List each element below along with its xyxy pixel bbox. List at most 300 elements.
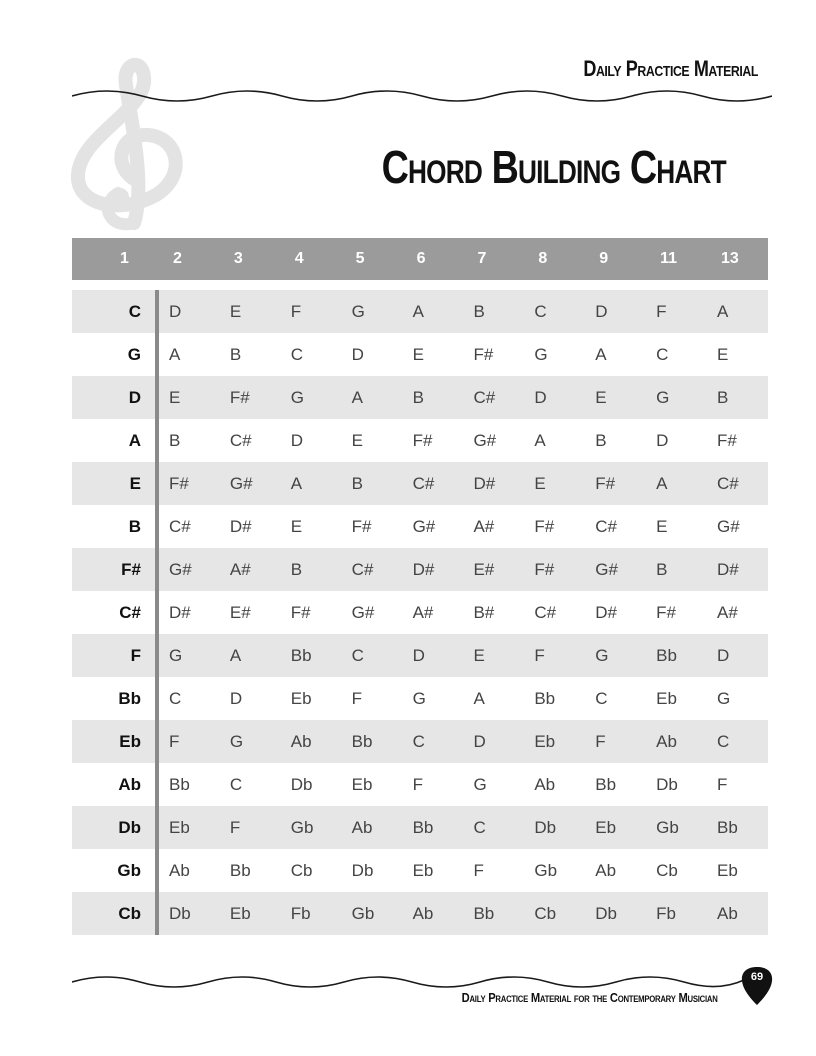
note-cell [707, 849, 768, 892]
note-cell [707, 892, 768, 935]
note-label: G# [169, 559, 192, 579]
column-header-6 [403, 238, 464, 290]
root-note-cell: Db [72, 806, 159, 849]
table-row [72, 505, 768, 548]
footer-text: Daily Practice Material for the Contemporary Musician [462, 990, 718, 1005]
note-cell [403, 892, 464, 935]
note-label: C [717, 731, 730, 751]
note-cell [220, 892, 281, 935]
note-cell [646, 763, 707, 806]
note-label: C# [169, 516, 191, 536]
note-cell [585, 505, 646, 548]
note-cell [585, 333, 646, 376]
note-cell [403, 849, 464, 892]
note-cell [159, 591, 220, 634]
note-label: A [169, 344, 181, 364]
column-header-3 [220, 238, 281, 290]
note-cell [463, 763, 524, 806]
note-cell [220, 677, 281, 720]
note-label: Eb [169, 817, 190, 837]
table-row [72, 634, 768, 677]
note-cell [646, 290, 707, 333]
note-label: A [595, 344, 607, 364]
root-note-cell: Cb [72, 892, 159, 935]
note-cell [524, 548, 585, 591]
column-header-13 [707, 238, 768, 290]
note-cell [159, 677, 220, 720]
column-header-8 [524, 238, 585, 290]
note-label: C [534, 301, 547, 321]
note-label: D# [229, 516, 252, 536]
note-label: D# [169, 602, 191, 622]
note-label: E [717, 344, 729, 364]
note-label: G# [473, 430, 497, 450]
note-label: D [169, 301, 182, 321]
root-note-cell: Ab [72, 763, 159, 806]
note-cell [220, 720, 281, 763]
note-label: B [351, 473, 364, 493]
note-cell [403, 677, 464, 720]
note-label: D# [473, 473, 496, 493]
note-cell [707, 634, 768, 677]
note-cell [281, 763, 342, 806]
note-label: G# [351, 602, 375, 622]
note-cell [707, 505, 768, 548]
note-label: E# [229, 602, 251, 622]
note-cell [707, 548, 768, 591]
note-cell [524, 806, 585, 849]
note-cell [463, 376, 524, 419]
note-cell [403, 505, 464, 548]
note-label: Eb [229, 903, 251, 923]
note-cell [220, 462, 281, 505]
note-cell [524, 290, 585, 333]
note-label: Bb [534, 688, 556, 708]
note-label: F [169, 731, 180, 751]
note-label: G [656, 387, 670, 407]
note-label: C [290, 344, 304, 364]
note-label: Db [169, 903, 191, 923]
column-header-label: 5 [355, 250, 365, 267]
note-label: Db [595, 903, 617, 923]
note-cell [585, 763, 646, 806]
note-label: Ab [412, 903, 434, 923]
note-label: B [412, 387, 424, 407]
note-label: A [290, 473, 303, 493]
note-cell [585, 376, 646, 419]
note-label: D [534, 387, 547, 407]
column-header-2 [159, 238, 220, 290]
note-label: G# [717, 516, 740, 536]
note-cell [281, 892, 342, 935]
note-cell [524, 677, 585, 720]
table-row [72, 806, 768, 849]
note-label: Gb [351, 903, 375, 923]
note-cell [281, 419, 342, 462]
note-cell [646, 505, 707, 548]
table-row [72, 376, 768, 419]
note-cell [220, 505, 281, 548]
note-label: C [169, 688, 182, 708]
note-cell [220, 591, 281, 634]
note-label: Cb [290, 860, 313, 880]
footer-wave-line [72, 970, 744, 992]
note-label: B [473, 301, 485, 321]
note-label: Fb [290, 903, 311, 923]
page-title: Chord Building Chart [381, 141, 726, 193]
note-cell [646, 677, 707, 720]
note-label: C# [229, 430, 252, 450]
note-cell [646, 591, 707, 634]
note-cell [646, 806, 707, 849]
note-cell [159, 892, 220, 935]
note-cell [342, 720, 403, 763]
note-cell [585, 419, 646, 462]
note-label: Bb [595, 774, 617, 794]
note-cell [707, 763, 768, 806]
note-cell [463, 849, 524, 892]
note-cell [524, 505, 585, 548]
note-label: E [473, 645, 485, 665]
note-cell [646, 376, 707, 419]
note-label: A [412, 301, 424, 321]
note-label: G [412, 688, 426, 708]
note-label: F# [290, 602, 311, 622]
note-cell [585, 548, 646, 591]
note-label: A# [229, 559, 251, 579]
note-label: C# [412, 473, 435, 493]
note-label: D [229, 688, 243, 708]
table-row [72, 849, 768, 892]
note-label: A [534, 430, 546, 450]
note-label: D [656, 430, 669, 450]
note-cell [463, 333, 524, 376]
table-row [72, 290, 768, 333]
note-cell [342, 333, 403, 376]
note-label: Cb [656, 860, 678, 880]
root-note-cell: G [72, 333, 159, 376]
note-cell [646, 333, 707, 376]
note-label: Gb [290, 817, 314, 837]
note-cell [707, 720, 768, 763]
note-label: C [351, 645, 364, 665]
note-label: C# [534, 602, 557, 622]
header-wave-line [72, 84, 772, 106]
note-cell [342, 634, 403, 677]
note-label: C [412, 731, 425, 751]
note-cell [463, 806, 524, 849]
note-cell [463, 290, 524, 333]
column-header-5 [342, 238, 403, 290]
note-cell [707, 333, 768, 376]
note-cell [403, 591, 464, 634]
note-cell [281, 376, 342, 419]
note-cell [707, 462, 768, 505]
note-cell [159, 634, 220, 677]
note-label: A [656, 473, 668, 493]
note-cell [707, 677, 768, 720]
note-cell [463, 591, 524, 634]
note-label: B [717, 387, 729, 407]
note-cell [524, 720, 585, 763]
note-label: F [290, 301, 302, 321]
table-row [72, 591, 768, 634]
note-cell [707, 806, 768, 849]
note-label: Ab [656, 731, 677, 751]
note-label: G [595, 645, 609, 665]
root-note-cell: C# [72, 591, 159, 634]
note-label: Eb [351, 774, 373, 794]
note-label: D# [595, 602, 617, 622]
note-cell [524, 376, 585, 419]
note-label: G [717, 688, 731, 708]
table-row [72, 548, 768, 591]
note-label: Db [290, 774, 313, 794]
note-label: A [473, 688, 485, 708]
note-label: Eb [595, 817, 617, 837]
note-label: Ab [717, 903, 738, 923]
note-cell [220, 290, 281, 333]
column-header-1 [72, 238, 159, 290]
note-cell [524, 591, 585, 634]
note-cell [707, 419, 768, 462]
note-cell [281, 591, 342, 634]
note-cell [463, 634, 524, 677]
note-cell [220, 419, 281, 462]
note-cell [159, 720, 220, 763]
note-label: F# [169, 473, 189, 493]
note-label: E [595, 387, 607, 407]
note-label: E# [473, 559, 495, 579]
note-cell [524, 634, 585, 677]
note-cell [159, 505, 220, 548]
note-cell [403, 376, 464, 419]
note-label: Bb [290, 645, 312, 665]
note-cell [463, 419, 524, 462]
note-label: E [229, 301, 242, 321]
note-cell [585, 892, 646, 935]
note-cell [463, 677, 524, 720]
note-label: Bb [229, 860, 251, 880]
page-number: 69 [750, 971, 764, 983]
note-cell [281, 462, 342, 505]
note-cell [342, 806, 403, 849]
note-label: Bb [351, 731, 373, 751]
note-cell [646, 634, 707, 677]
note-label: B [290, 559, 303, 579]
note-label: Bb [656, 645, 677, 665]
note-label: C [656, 344, 669, 364]
table-row [72, 677, 768, 720]
table-body [72, 290, 768, 935]
column-header-label: 6 [416, 250, 426, 267]
note-label: D [595, 301, 608, 321]
note-cell [646, 419, 707, 462]
table-row [72, 333, 768, 376]
note-label: F [595, 731, 606, 751]
root-note-cell: E [72, 462, 159, 505]
note-label: F# [473, 344, 494, 364]
note-cell [524, 763, 585, 806]
note-label: D [717, 645, 730, 665]
note-cell [281, 548, 342, 591]
note-cell [585, 720, 646, 763]
note-cell [585, 591, 646, 634]
note-cell [159, 806, 220, 849]
note-label: G# [412, 516, 436, 536]
note-label: A# [717, 602, 738, 622]
note-cell [403, 634, 464, 677]
note-cell [646, 462, 707, 505]
note-cell [220, 806, 281, 849]
note-cell [342, 505, 403, 548]
note-cell [403, 290, 464, 333]
note-cell [403, 763, 464, 806]
column-header-9 [585, 238, 646, 290]
note-cell [403, 462, 464, 505]
root-note-cell: F# [72, 548, 159, 591]
note-label: Ab [595, 860, 617, 880]
note-label: Eb [656, 688, 677, 708]
note-label: Eb [534, 731, 556, 751]
note-label: Eb [717, 860, 738, 880]
note-label: G [473, 774, 487, 794]
note-cell [524, 462, 585, 505]
note-label: G [290, 387, 305, 407]
note-cell [403, 419, 464, 462]
root-note-cell: Gb [72, 849, 159, 892]
note-label: F# [229, 387, 250, 407]
column-header-11 [646, 238, 707, 290]
note-label: Db [351, 860, 374, 880]
note-cell [524, 419, 585, 462]
note-cell [646, 892, 707, 935]
note-label: Bb [473, 903, 495, 923]
note-label: F [229, 817, 241, 837]
note-cell [646, 849, 707, 892]
note-cell [585, 849, 646, 892]
note-cell [281, 634, 342, 677]
note-cell [342, 548, 403, 591]
note-label: Eb [412, 860, 434, 880]
root-note-cell: F [72, 634, 159, 677]
note-cell [281, 290, 342, 333]
note-label: Bb [717, 817, 738, 837]
note-label: Db [534, 817, 557, 837]
note-cell [159, 462, 220, 505]
note-cell [281, 849, 342, 892]
note-label: C [229, 774, 243, 794]
note-label: F# [534, 516, 555, 536]
note-label: E [656, 516, 668, 536]
note-label: Gb [656, 817, 679, 837]
note-label: F# [351, 516, 372, 536]
column-header-label: 3 [233, 250, 243, 267]
note-cell [403, 548, 464, 591]
note-cell [220, 849, 281, 892]
note-cell [220, 763, 281, 806]
note-label: G [534, 344, 548, 364]
note-label: E [169, 387, 181, 407]
note-label: E [351, 430, 364, 450]
note-label: D [351, 344, 364, 364]
note-cell [342, 290, 403, 333]
note-cell [707, 290, 768, 333]
note-label: E [412, 344, 424, 364]
column-header-label: 9 [599, 250, 609, 267]
note-cell [342, 419, 403, 462]
note-cell [585, 634, 646, 677]
note-cell [463, 720, 524, 763]
root-note-cell: B [72, 505, 159, 548]
note-cell [159, 849, 220, 892]
note-label: Ab [290, 731, 312, 751]
note-cell [342, 677, 403, 720]
root-note-cell: C [72, 290, 159, 333]
note-label: F# [412, 430, 433, 450]
note-label: F [717, 774, 728, 794]
note-cell [159, 763, 220, 806]
note-cell [281, 677, 342, 720]
note-label: B [595, 430, 607, 450]
note-cell [220, 548, 281, 591]
root-note-cell: D [72, 376, 159, 419]
root-note-cell: Bb [72, 677, 159, 720]
note-label: A [717, 301, 729, 321]
note-label: F [351, 688, 363, 708]
note-label: F# [595, 473, 616, 493]
note-label: A# [412, 602, 434, 622]
note-label: C# [595, 516, 617, 536]
note-label: G [351, 301, 365, 321]
note-label: F [473, 860, 484, 880]
note-cell [281, 806, 342, 849]
column-header-label: 11 [660, 250, 678, 267]
chord-building-table [72, 238, 768, 935]
note-label: B [656, 559, 668, 579]
note-label: Db [656, 774, 678, 794]
note-cell [646, 720, 707, 763]
note-label: A# [473, 516, 495, 536]
note-cell [342, 849, 403, 892]
note-label: C# [473, 387, 496, 407]
note-cell [281, 720, 342, 763]
root-note-cell: A [72, 419, 159, 462]
table-row [72, 892, 768, 935]
table-header-row [72, 238, 768, 290]
note-cell [707, 591, 768, 634]
note-label: G# [229, 473, 253, 493]
note-label: Fb [656, 903, 676, 923]
note-cell [281, 333, 342, 376]
note-label: Ab [534, 774, 556, 794]
note-cell [159, 290, 220, 333]
column-header-7 [463, 238, 524, 290]
note-label: B [229, 344, 242, 364]
note-cell [342, 591, 403, 634]
table-row [72, 462, 768, 505]
table-row [72, 763, 768, 806]
table-row [72, 720, 768, 763]
note-cell [524, 333, 585, 376]
note-cell [585, 462, 646, 505]
note-label: Eb [290, 688, 312, 708]
note-label: E [290, 516, 303, 536]
note-label: E [534, 473, 546, 493]
note-cell [646, 548, 707, 591]
note-label: Ab [351, 817, 373, 837]
note-cell [585, 677, 646, 720]
